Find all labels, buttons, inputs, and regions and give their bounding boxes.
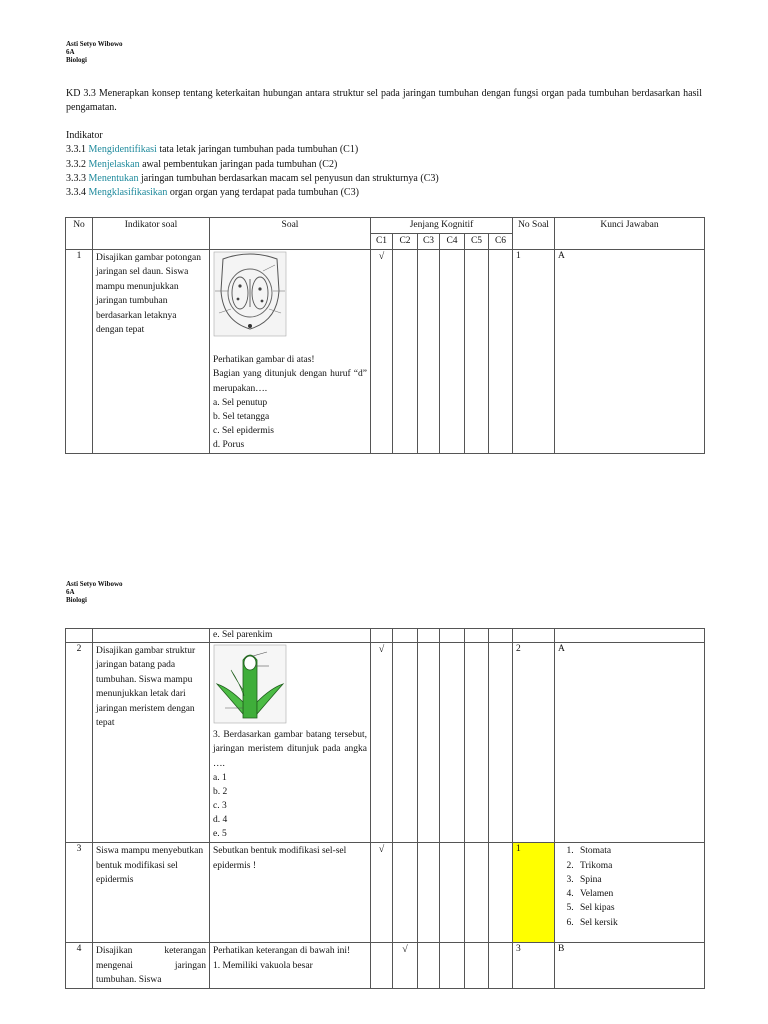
row-indikator: Disajikan gambar struktur jaringan batang pada tumbuhan. Siswa mampu menunjukkan letak dari jaringan meristem dengan tepat	[93, 643, 210, 843]
page-header	[66, 580, 123, 604]
option-a: a. Sel penutup	[213, 398, 268, 409]
cell-c3	[418, 250, 440, 454]
col-jenjang-kognitif: Jenjang Kognitif	[371, 218, 513, 234]
row-no: 2	[66, 643, 93, 843]
row-indikator: Disajikan keterangan mengenai jaringan tumbuhan. Siswa	[93, 943, 210, 989]
row-kunci: B	[555, 943, 705, 989]
cell-c4	[440, 250, 465, 454]
table-row	[66, 629, 705, 643]
check-c2: √	[393, 943, 418, 989]
col-c4: C4	[440, 234, 465, 250]
verb-link: Mengidentifikasi	[88, 144, 157, 156]
row-soal	[210, 643, 371, 843]
option-c: c. 3	[213, 801, 227, 812]
indikator-item: 3.3.4 Mengklasifikasikan organ organ yang terdapat pada tumbuhan (C3)	[66, 187, 359, 199]
option-c: c. Sel epidermis	[213, 426, 274, 437]
stem-tissue-figure	[213, 644, 287, 724]
col-c6: C6	[489, 234, 513, 250]
option-b: b. 2	[213, 787, 228, 798]
col-c2: C2	[393, 234, 418, 250]
leaf-tissue-figure	[213, 251, 287, 337]
col-no-soal: No Soal	[513, 218, 555, 250]
indikator-item: 3.3.3 Menentukan jaringan tumbuhan berdasarkan macam sel penyusun dan strukturnya (C3)	[66, 172, 439, 184]
question-intro: Perhatikan gambar di atas!	[213, 355, 315, 365]
subject-label: Biologi	[66, 56, 88, 64]
row-no-soal: 3	[513, 943, 555, 989]
row-no-soal: 1	[513, 250, 555, 454]
verb-link: Mengklasifikasikan	[88, 187, 168, 199]
answer-item: 2. Trikoma	[576, 859, 701, 873]
class-label: 6A	[66, 48, 75, 56]
col-c1: C1	[371, 234, 393, 250]
table-row	[66, 643, 705, 843]
class-label: 6A	[66, 588, 75, 596]
answer-item: 1. Stomata	[576, 844, 701, 858]
row-kunci: A	[555, 250, 705, 454]
row-kunci-list	[555, 843, 705, 943]
indikator-item: 3.3.1 Mengidentifikasi tata letak jaringan tumbuhan pada tumbuhan (C1)	[66, 144, 359, 156]
row-no: 1	[66, 250, 93, 454]
question-text: 3. Berdasarkan gambar batang tersebut, jaringan meristem ditunjuk pada angka ….	[213, 730, 367, 769]
row-no: 4	[66, 943, 93, 989]
question-text: Bagian yang ditunjuk dengan huruf “d” merupakan….	[213, 369, 367, 394]
question-item: 1. Memiliki vakuola besar	[213, 960, 313, 971]
answer-item: 5. Sel kipas	[576, 901, 701, 915]
row-indikator: Disajikan gambar potongan jaringan sel daun. Siswa mampu menunjukkan jaringan tumbuhan berdasarkan letaknya dengan tepat	[93, 250, 210, 454]
col-soal: Soal	[210, 218, 371, 250]
cell-c2	[393, 250, 418, 454]
option-d: d. 4	[213, 815, 228, 826]
question-table	[65, 217, 705, 454]
option-d: d. Porus	[213, 440, 245, 451]
col-kunci-jawaban: Kunci Jawaban	[555, 218, 705, 250]
row-indikator: Siswa mampu menyebutkan bentuk modifikasi sel epidermis	[93, 843, 210, 943]
col-c3: C3	[418, 234, 440, 250]
row-soal	[210, 943, 371, 989]
option-e: e. 5	[213, 829, 227, 840]
option-a: a. 1	[213, 773, 227, 784]
cell-c5	[465, 250, 489, 454]
verb-link: Menentukan	[88, 172, 139, 184]
subject-label: Biologi	[66, 596, 88, 604]
row-soal	[210, 250, 371, 454]
indikator-item: 3.3.2 Menjelaskan awal pembentukan jaringan pada tumbuhan (C2)	[66, 158, 338, 170]
option-e: e. Sel parenkim	[210, 629, 371, 643]
page-header	[66, 40, 123, 64]
kd-statement: KD 3.3 Menerapkan konsep tentang keterkaitan hubungan antara struktur sel pada jaringan tumbuhan dengan fungsi organ pada tumbuhan berdasarkan hasil pengamatan.	[66, 88, 702, 113]
indikator-title: Indikator	[66, 130, 103, 141]
question-text: Sebutkan bentuk modifikasi sel-sel epidermis !	[210, 843, 371, 943]
check-c1: √	[371, 250, 393, 454]
answer-item: 3. Spina	[576, 873, 701, 887]
check-c1: √	[371, 843, 393, 943]
author-name: Asti Setyo Wibowo	[66, 580, 123, 588]
row-no-soal-highlighted: 1	[513, 843, 555, 943]
question-text: Perhatikan keterangan di bawah ini!	[213, 946, 351, 957]
answer-item: 6. Sel kersik	[576, 916, 701, 930]
col-c5: C5	[465, 234, 489, 250]
cell-c6	[489, 250, 513, 454]
option-b: b. Sel tetangga	[213, 412, 270, 423]
row-kunci: A	[555, 643, 705, 843]
question-table-continued	[65, 628, 705, 989]
author-name: Asti Setyo Wibowo	[66, 40, 123, 48]
indikator-block	[66, 129, 702, 200]
check-c1: √	[371, 643, 393, 843]
table-row	[66, 943, 705, 989]
col-no: No	[66, 218, 93, 250]
table-row	[66, 250, 705, 454]
row-no-soal: 2	[513, 643, 555, 843]
col-indikator-soal: Indikator soal	[93, 218, 210, 250]
table-row	[66, 843, 705, 943]
row-no: 3	[66, 843, 93, 943]
verb-link: Menjelaskan	[88, 158, 140, 170]
answer-item: 4. Velamen	[576, 887, 701, 901]
